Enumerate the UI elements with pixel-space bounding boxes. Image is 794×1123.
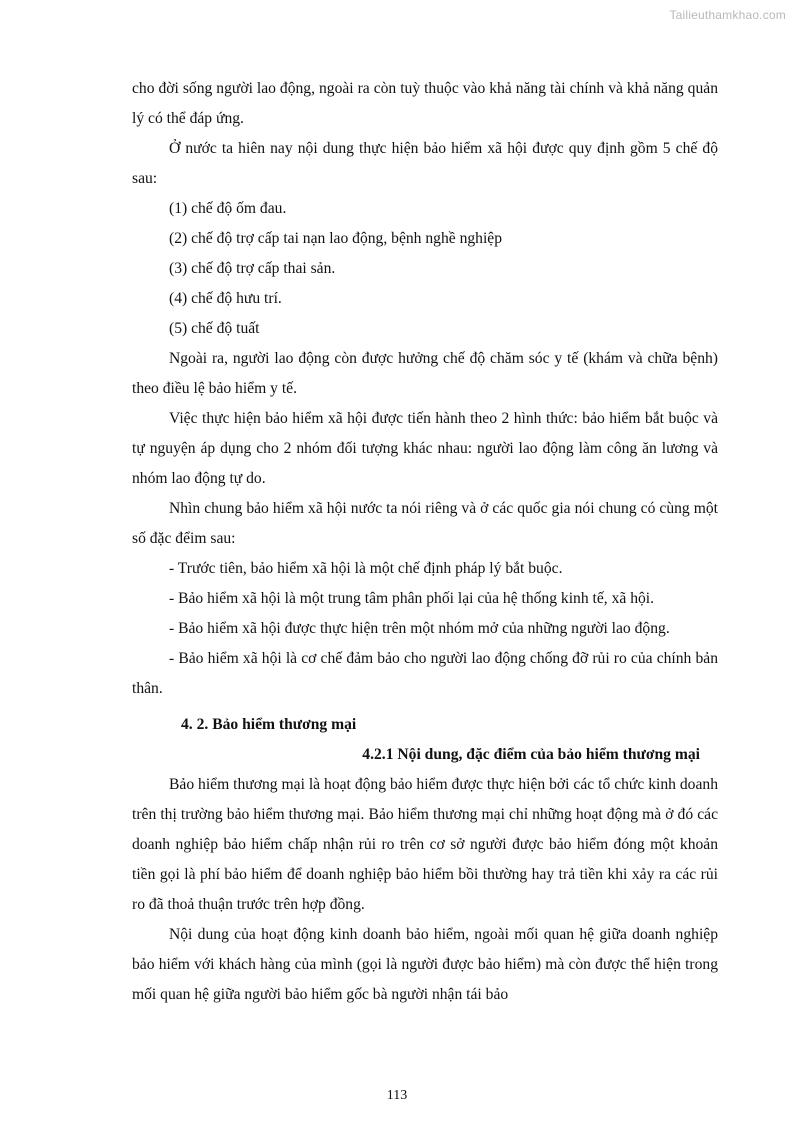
paragraph: Nhìn chung bảo hiểm xã hội nước ta nói riêng và ở các quốc gia nói chung có cùng một số đặc đểim sau:: [132, 500, 718, 547]
watermark: Tailieuthamkhao.com: [669, 8, 786, 22]
page-body: [132, 74, 718, 1010]
section-heading: 4. 2. Bảo hiểm thương mại: [181, 716, 357, 733]
paragraph: Việc thực hiện bảo hiểm xã hội được tiến hành theo 2 hình thức: bảo hiểm bắt buộc và tự nguyện áp dụng cho 2 nhóm đối tượng khác nhau: người lao động làm công ăn lương và nhóm lao động tự do.: [132, 410, 718, 487]
paragraph: Bảo hiểm thương mại là hoạt động bảo hiểm được thực hiện bởi các tổ chức kinh doanh trên thị trường bảo hiểm thương mại. Bảo hiểm thương mại chỉ những hoạt động mà ở đó các doanh nghiệp bảo hiểm chấp nhận rủi ro trên cơ sở người được bảo hiểm đóng một khoản tiền gọi là phí bảo hiểm để doanh nghiệp bảo hiểm bồi thường hay trả tiền khi xảy ra các rủi ro đã thoả thuận trước trên hợp đồng.: [132, 776, 718, 913]
paragraph: Ngoài ra, người lao động còn được hưởng chế độ chăm sóc y tế (khám và chữa bệnh) theo điều lệ bảo hiểm y tế.: [132, 350, 718, 397]
list-item: - Bảo hiểm xã hội được thực hiện trên một nhóm mở của những người lao động.: [169, 620, 670, 637]
list-item: - Trước tiên, bảo hiểm xã hội là một chế định pháp lý bắt buộc.: [169, 560, 563, 577]
paragraph: Ở nước ta hiên nay nội dung thực hiện bảo hiểm xã hội được quy định gồm 5 chế độ sau:: [132, 140, 718, 187]
list-item: (1) chế độ ốm đau.: [169, 200, 287, 217]
regime-list: [132, 194, 718, 344]
list-item: (2) chế độ trợ cấp tai nạn lao động, bệnh nghề nghiệp: [169, 230, 503, 247]
paragraph: cho đời sống người lao động, ngoài ra còn tuỳ thuộc vào khả năng tài chính và khả năng quản lý có thể đáp ứng.: [132, 80, 718, 127]
subsection-heading: 4.2.1 Nội dung, đặc điểm của bảo hiểm thương mại: [362, 746, 700, 763]
list-item: - Bảo hiểm xã hội là cơ chế đảm bảo cho người lao động chống đỡ rủi ro của chính bản thân.: [132, 650, 718, 697]
list-item: (4) chế độ hưu trí.: [169, 290, 282, 307]
page-number: 113: [386, 1088, 408, 1103]
list-item: (3) chế độ trợ cấp thai sản.: [169, 260, 336, 277]
feature-list: [132, 554, 718, 704]
list-item: (5) chế độ tuất: [169, 320, 260, 337]
paragraph: Nội dung của hoạt động kinh doanh bảo hiểm, ngoài mối quan hệ giữa doanh nghiệp bảo hiểm với khách hàng của mình (gọi là người được bảo hiểm) mà còn được thể hiện trong mối quan hệ giữa người bảo hiểm gốc bà người nhận tái bảo: [132, 926, 718, 1003]
list-item: - Bảo hiểm xã hội là một trung tâm phân phối lại của hệ thống kinh tế, xã hội.: [169, 590, 655, 607]
